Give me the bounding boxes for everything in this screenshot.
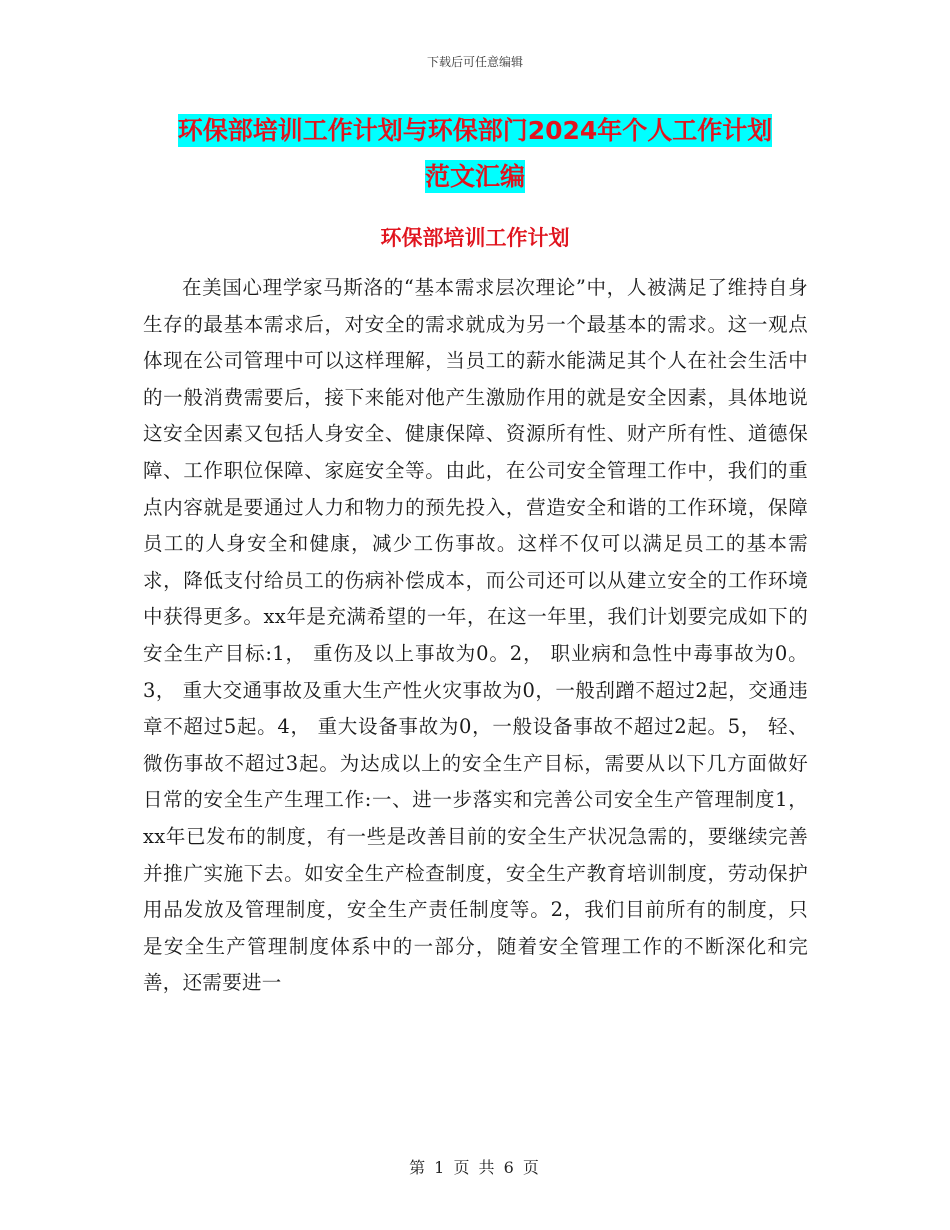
body-paragraph: 在美国心理学家马斯洛的“基本需求层次理论”中，人被满足了维持自身生存的最基本需求后，对安全的需求就成为另一个最基本的需求。这一观点体现在公司管理中可以这样理解，当员工的薪水能满足其个人在社会生活中的一般消费需要后，接下来能对他产生激励作用的就是安全因素，具体地说这安全因素又包括人身安全、健康保障、资源所有性、财产所有性、道德保障、工作职位保障、家庭安全等。由此，在公司安全管理工作中，我们的重点内容就是要通过人力和物力的预先投入，营造安全和谐的工作环境，保障员工的人身安全和健康，减少工伤事故。这样不仅可以满足员工的基本需求，降低支付给员工的伤病补偿成本，而公司还可以从建立安全的工作环境中获得更多。xx年是充满希望的一年，在这一年里，我们计划要完成如下的安全生产目标:1， 重伤及以上事故为0。2， 职业病和急性中毒事故为0。3， 重大交通事故及重大生产性火灾事故为0，一般刮蹭不超过2起，交通违章不超过5起。4， 重大设备事故为0，一般设备事故不超过2起。5， 轻、微伤事故不超过3起。为达成以上的安全生产目标，需要从以下几方面做好日常的安全生产生理工作:一、进一步落实和完善公司安全生产管理制度1，xx年已发布的制度，有一些是改善目前的安全生产状况急需的，要继续完善并推广实施下去。如安全生产检查制度，安全生产教育培训制度，劳动保护用品发放及管理制度，安全生产责任制度等。2，我们目前所有的制度，只是安全生产管理制度体系中的一部分，随着安全管理工作的不断深化和完善，还需要进一: [143, 276, 808, 995]
document-title-line-2: 范文汇编: [424, 162, 525, 191]
document-title-line-1: 环保部培训工作计划与环保部门2024年个人工作计划: [177, 116, 773, 145]
section-title: 环保部培训工作计划: [380, 226, 570, 250]
page-header-note: 下载后可任意编辑: [426, 55, 523, 69]
document-title: [0, 108, 950, 200]
page-number: 第 1 页 共 6 页: [409, 1158, 541, 1177]
